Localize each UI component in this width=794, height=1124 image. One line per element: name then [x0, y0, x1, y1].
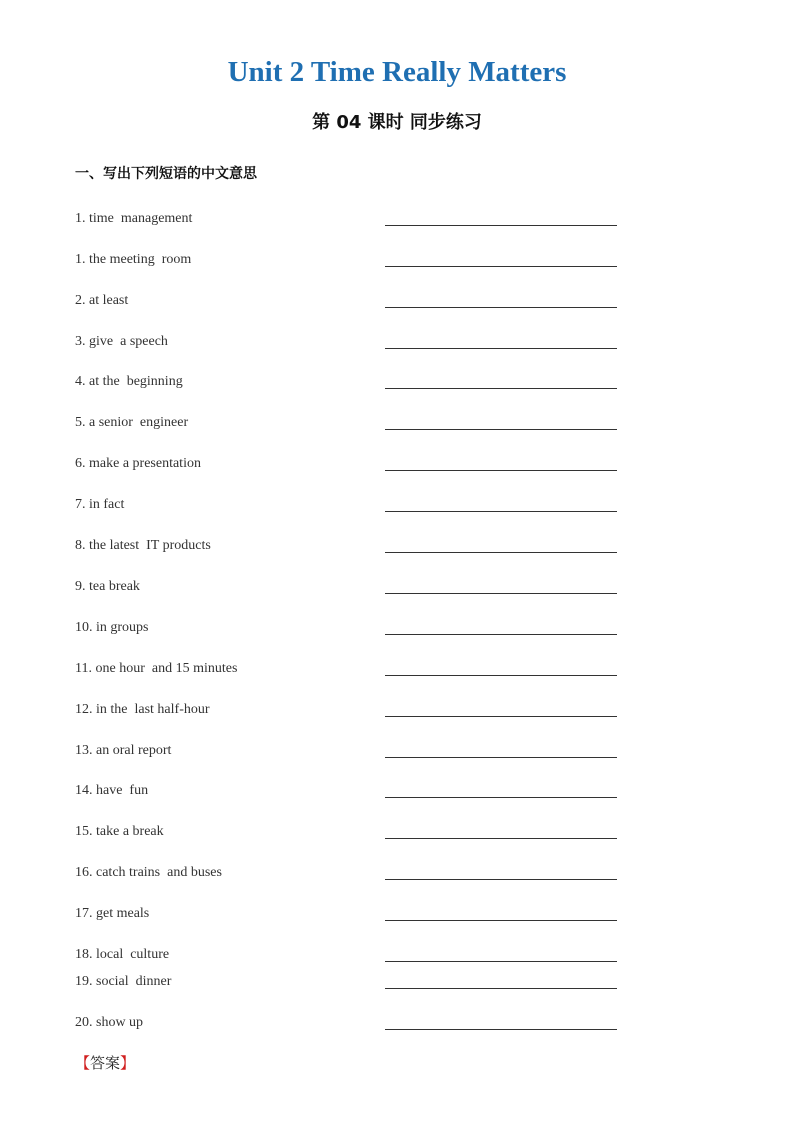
- answer-blank[interactable]: [385, 552, 617, 553]
- question-row: [75, 700, 620, 722]
- question-text: 17. get meals: [75, 906, 150, 921]
- question-row: [75, 536, 620, 558]
- question-row: [75, 904, 620, 926]
- question-row: [75, 822, 620, 844]
- question-row: [75, 618, 620, 640]
- question-row: [75, 741, 620, 763]
- question-text: 13. an oral report: [75, 743, 172, 758]
- answer-label: [75, 1052, 135, 1074]
- question-text: 16. catch trains and buses: [75, 865, 222, 880]
- answer-blank[interactable]: [385, 757, 617, 758]
- question-text: 11. one hour and 15 minutes: [75, 661, 238, 676]
- question-text: 9. tea break: [75, 579, 140, 594]
- question-row: [75, 972, 620, 994]
- answer-blank[interactable]: [385, 879, 617, 880]
- answer-blank[interactable]: [385, 225, 617, 226]
- answer-blank[interactable]: [385, 266, 617, 267]
- question-row: [75, 454, 620, 476]
- lesson-subtitle: 第 04 课时 同步练习: [312, 112, 482, 133]
- question-text: 6. make a presentation: [75, 456, 201, 471]
- answer-blank[interactable]: [385, 838, 617, 839]
- question-row: [75, 1013, 620, 1035]
- question-row: [75, 209, 620, 231]
- answer-blank[interactable]: [385, 988, 617, 989]
- answer-blank[interactable]: [385, 797, 617, 798]
- question-row: [75, 577, 620, 599]
- question-text: 18. local culture: [75, 947, 170, 962]
- question-row: [75, 372, 620, 394]
- question-text: 2. at least: [75, 293, 129, 308]
- answer-close-bracket: 】: [120, 1054, 136, 1072]
- answer-label-text: 答案: [90, 1054, 121, 1072]
- question-text: 14. have fun: [75, 783, 149, 798]
- answer-blank[interactable]: [385, 634, 617, 635]
- question-text: 8. the latest IT products: [75, 538, 211, 553]
- answer-blank[interactable]: [385, 388, 617, 389]
- question-text: 19. social dinner: [75, 974, 172, 989]
- question-text: 7. in fact: [75, 497, 125, 512]
- question-row: [75, 863, 620, 885]
- question-text: 12. in the last half-hour: [75, 702, 210, 717]
- answer-blank[interactable]: [385, 348, 617, 349]
- answer-blank[interactable]: [385, 511, 617, 512]
- question-text: 10. in groups: [75, 620, 149, 635]
- answer-blank[interactable]: [385, 716, 617, 717]
- question-text: 4. at the beginning: [75, 374, 183, 389]
- question-text: 20. show up: [75, 1015, 144, 1030]
- answer-blank[interactable]: [385, 429, 617, 430]
- section-heading: 一、写出下列短语的中文意思: [75, 166, 257, 182]
- question-text: 1. the meeting room: [75, 252, 192, 267]
- question-row: [75, 291, 620, 313]
- question-text: 15. take a break: [75, 824, 164, 839]
- answer-blank[interactable]: [385, 675, 617, 676]
- question-row: [75, 250, 620, 272]
- answer-blank[interactable]: [385, 307, 617, 308]
- answer-blank[interactable]: [385, 961, 617, 962]
- answer-open-bracket: 【: [75, 1054, 91, 1072]
- question-row: [75, 781, 620, 803]
- answer-blank[interactable]: [385, 470, 617, 471]
- question-text: 1. time management: [75, 211, 193, 226]
- question-row: [75, 659, 620, 681]
- page-title: Unit 2 Time Really Matters: [227, 56, 567, 88]
- answer-blank[interactable]: [385, 1029, 617, 1030]
- question-row: [75, 495, 620, 517]
- question-text: 3. give a speech: [75, 334, 168, 349]
- answer-blank[interactable]: [385, 920, 617, 921]
- question-row: [75, 945, 620, 967]
- question-text: 5. a senior engineer: [75, 415, 189, 430]
- question-row: [75, 332, 620, 354]
- question-row: [75, 413, 620, 435]
- answer-blank[interactable]: [385, 593, 617, 594]
